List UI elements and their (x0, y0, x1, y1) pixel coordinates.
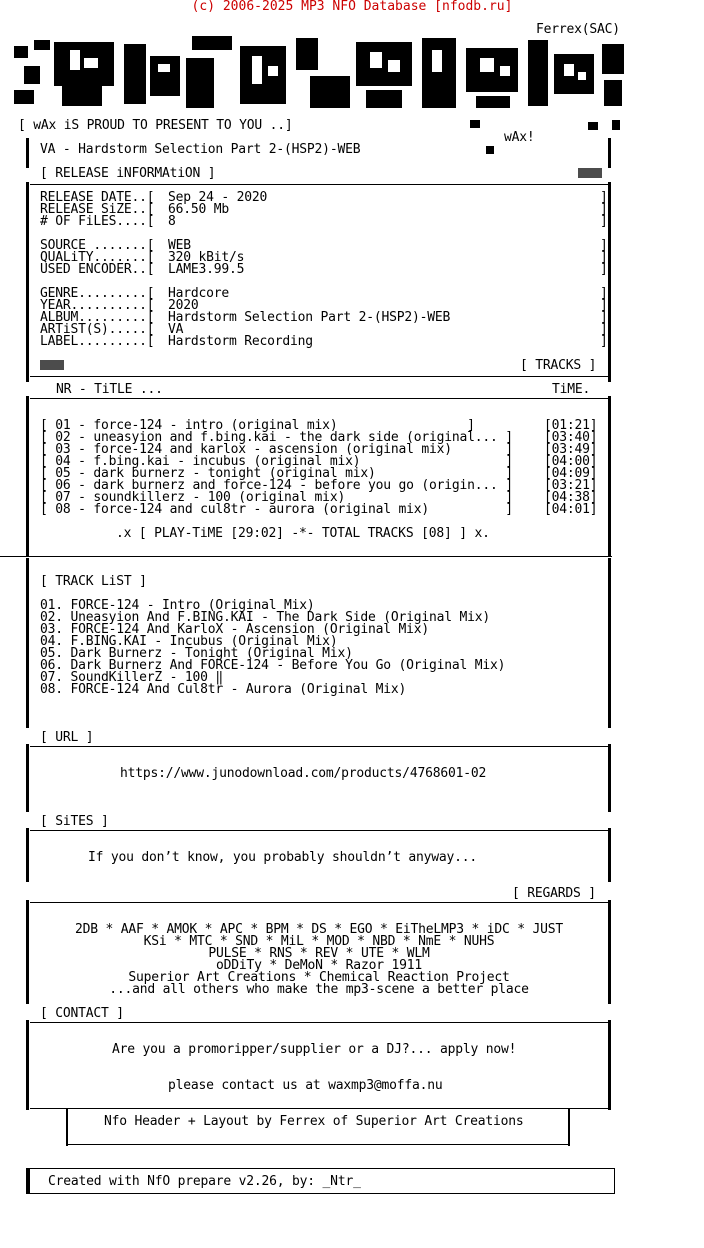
contact-line-1: Are you a promoripper/supplier or a DJ?... apply now! (112, 1042, 517, 1057)
track-time: [03:49] (544, 442, 598, 457)
track-row: [ 04 - f.bing.kai - incubus (original mix) ] (40, 454, 513, 469)
layout-credit: Nfo Header + Layout by Ferrex of Superior Art Creations (104, 1114, 524, 1129)
present-line: [ wAx iS PROUD TO PRESENT TO YOU ..] (18, 118, 293, 133)
track-time: [04:01] (544, 502, 598, 517)
track-time: [04:38] (544, 490, 598, 505)
logo-credit: Ferrex(SAC) (536, 22, 620, 37)
info-value: 66.50 Mb (168, 202, 230, 217)
info-bracket: ] (600, 322, 608, 337)
track-row: [ 01 - force-124 - intro (original mix) ] (40, 418, 475, 433)
info-label: ARTiST(S).....[ (40, 322, 155, 337)
url-link[interactable]: https://www.junodownload.com/products/4768601-02 (120, 766, 487, 781)
track-time: [01:21] (544, 418, 598, 433)
contact-line-2: please contact us at waxmp3@moffa.nu (168, 1078, 443, 1093)
wax-tag: wAx! (504, 130, 535, 145)
tracklist-item: 08. FORCE-124 And Cul8tr - Aurora (Original Mix) (40, 682, 407, 697)
tracklist-item: 02. Uneasyion And F.BING.KAI - The Dark Side (Original Mix) (40, 610, 490, 625)
info-bracket: ] (600, 202, 608, 217)
info-bracket: ] (600, 262, 608, 277)
tracklist-item: 06. Dark Burnerz And FORCE-124 - Before You Go (Original Mix) (40, 658, 506, 673)
info-bracket: ] (600, 298, 608, 313)
track-row: [ 06 - dark burnerz and force-124 - before you go (origin... ] (40, 478, 513, 493)
info-value: WEB (168, 238, 191, 253)
regards-line: ...and all others who make the mp3-scene a better place (109, 982, 529, 997)
site-credit: (c) 2006-2025 MP3 NFO Database [nfodb.ru] (191, 0, 513, 14)
info-label: # OF FiLES....[ (40, 214, 155, 229)
regards-line: 2DB * AAF * AMOK * APC * BPM * DS * EGO * EiTheLMP3 * iDC * JUST (74, 922, 564, 937)
tracklist-header: [ TRACK LiST ] (40, 574, 147, 589)
track-row: [ 08 - force-124 and cul8tr - aurora (original mix) ] (40, 502, 513, 517)
info-label: QUALiTY.......[ (40, 250, 155, 265)
track-row: [ 02 - uneasyion and f.bing.kai - the dark side (original... ] (40, 430, 513, 445)
release-info-header: [ RELEASE iNFORMAtiON ] (40, 166, 216, 181)
info-label: SOURCE .......[ (40, 238, 155, 253)
regards-line: PULSE * RNS * REV * UTE * WLM (208, 946, 430, 961)
info-bracket: ] (600, 238, 608, 253)
info-label: RELEASE SiZE..[ (40, 202, 155, 217)
info-value: 2020 (168, 298, 199, 313)
track-time: [04:00] (544, 454, 598, 469)
track-row: [ 07 - soundkillerz - 100 (original mix) ] (40, 490, 513, 505)
info-bracket: ] (600, 286, 608, 301)
info-bracket: ] (600, 190, 608, 205)
wax-ascii-logo (14, 36, 626, 114)
created-with: Created with NfO prepare v2.26, by: _Ntr_ (48, 1174, 361, 1189)
info-value: Hardstorm Recording (168, 334, 313, 349)
info-value: 8 (168, 214, 176, 229)
info-bracket: ] (600, 250, 608, 265)
info-value: Hardcore (168, 286, 230, 301)
info-bracket: ] (600, 310, 608, 325)
tracklist-item: 04. F.BING.KAI - Incubus (Original Mix) (40, 634, 338, 649)
info-value: 320 kBit/s (168, 250, 245, 265)
col-time: TiME. (552, 382, 591, 397)
info-bracket: ] (600, 214, 608, 229)
info-bracket: ] (600, 334, 608, 349)
url-header: [ URL ] (40, 730, 94, 745)
tracks-header: [ TRACKS ] (520, 358, 597, 373)
regards-line: KSi * MTC * SND * MiL * MOD * NBD * NmE * NUHS (143, 934, 495, 949)
info-label: LABEL.........[ (40, 334, 155, 349)
release-title: VA - Hardstorm Selection Part 2-(HSP2)-WEB (40, 142, 361, 157)
tracklist-item: 05. Dark Burnerz - Tonight (Original Mix) (40, 646, 353, 661)
track-time: [04:09] (544, 466, 598, 481)
track-row: [ 03 - force-124 and karlox - ascension (original mix) ] (40, 442, 513, 457)
track-row: [ 05 - dark burnerz - tonight (original mix) ] (40, 466, 513, 481)
track-time: [03:21] (544, 478, 598, 493)
regards-line: Superior Art Creations * Chemical Reaction Project (128, 970, 510, 985)
info-value: LAME3.99.5 (168, 262, 245, 277)
info-label: YEAR..........[ (40, 298, 155, 313)
tracklist-item: 01. FORCE-124 - Intro (Original Mix) (40, 598, 315, 613)
sites-text: If you don’t know, you probably shouldn’t anyway... (88, 850, 477, 865)
regards-header: [ REGARDS ] (512, 886, 596, 901)
info-value: VA (168, 322, 184, 337)
info-label: GENRE.........[ (40, 286, 155, 301)
tracklist-item: 07. SoundKillerZ - 100 ‖ (40, 670, 224, 685)
track-time: [03:40] (544, 430, 598, 445)
col-title: NR - TiTLE ... (56, 382, 163, 397)
playtime-line: .x [ PLAY-TiME [29:02] -*- TOTAL TRACKS [08] ] x. (116, 526, 490, 541)
info-value: Sep 24 - 2020 (168, 190, 268, 205)
info-label: USED ENCODER..[ (40, 262, 155, 277)
info-label: ALBUM.........[ (40, 310, 155, 325)
regards-line: oDDiTy * DeMoN * Razor 1911 (216, 958, 422, 973)
sites-header: [ SiTES ] (40, 814, 109, 829)
info-label: RELEASE DATE..[ (40, 190, 155, 205)
contact-header: [ CONTACT ] (40, 1006, 124, 1021)
tracklist-item: 03. FORCE-124 And KarloX - Ascension (Original Mix) (40, 622, 429, 637)
info-value: Hardstorm Selection Part 2-(HSP2)-WEB (168, 310, 451, 325)
